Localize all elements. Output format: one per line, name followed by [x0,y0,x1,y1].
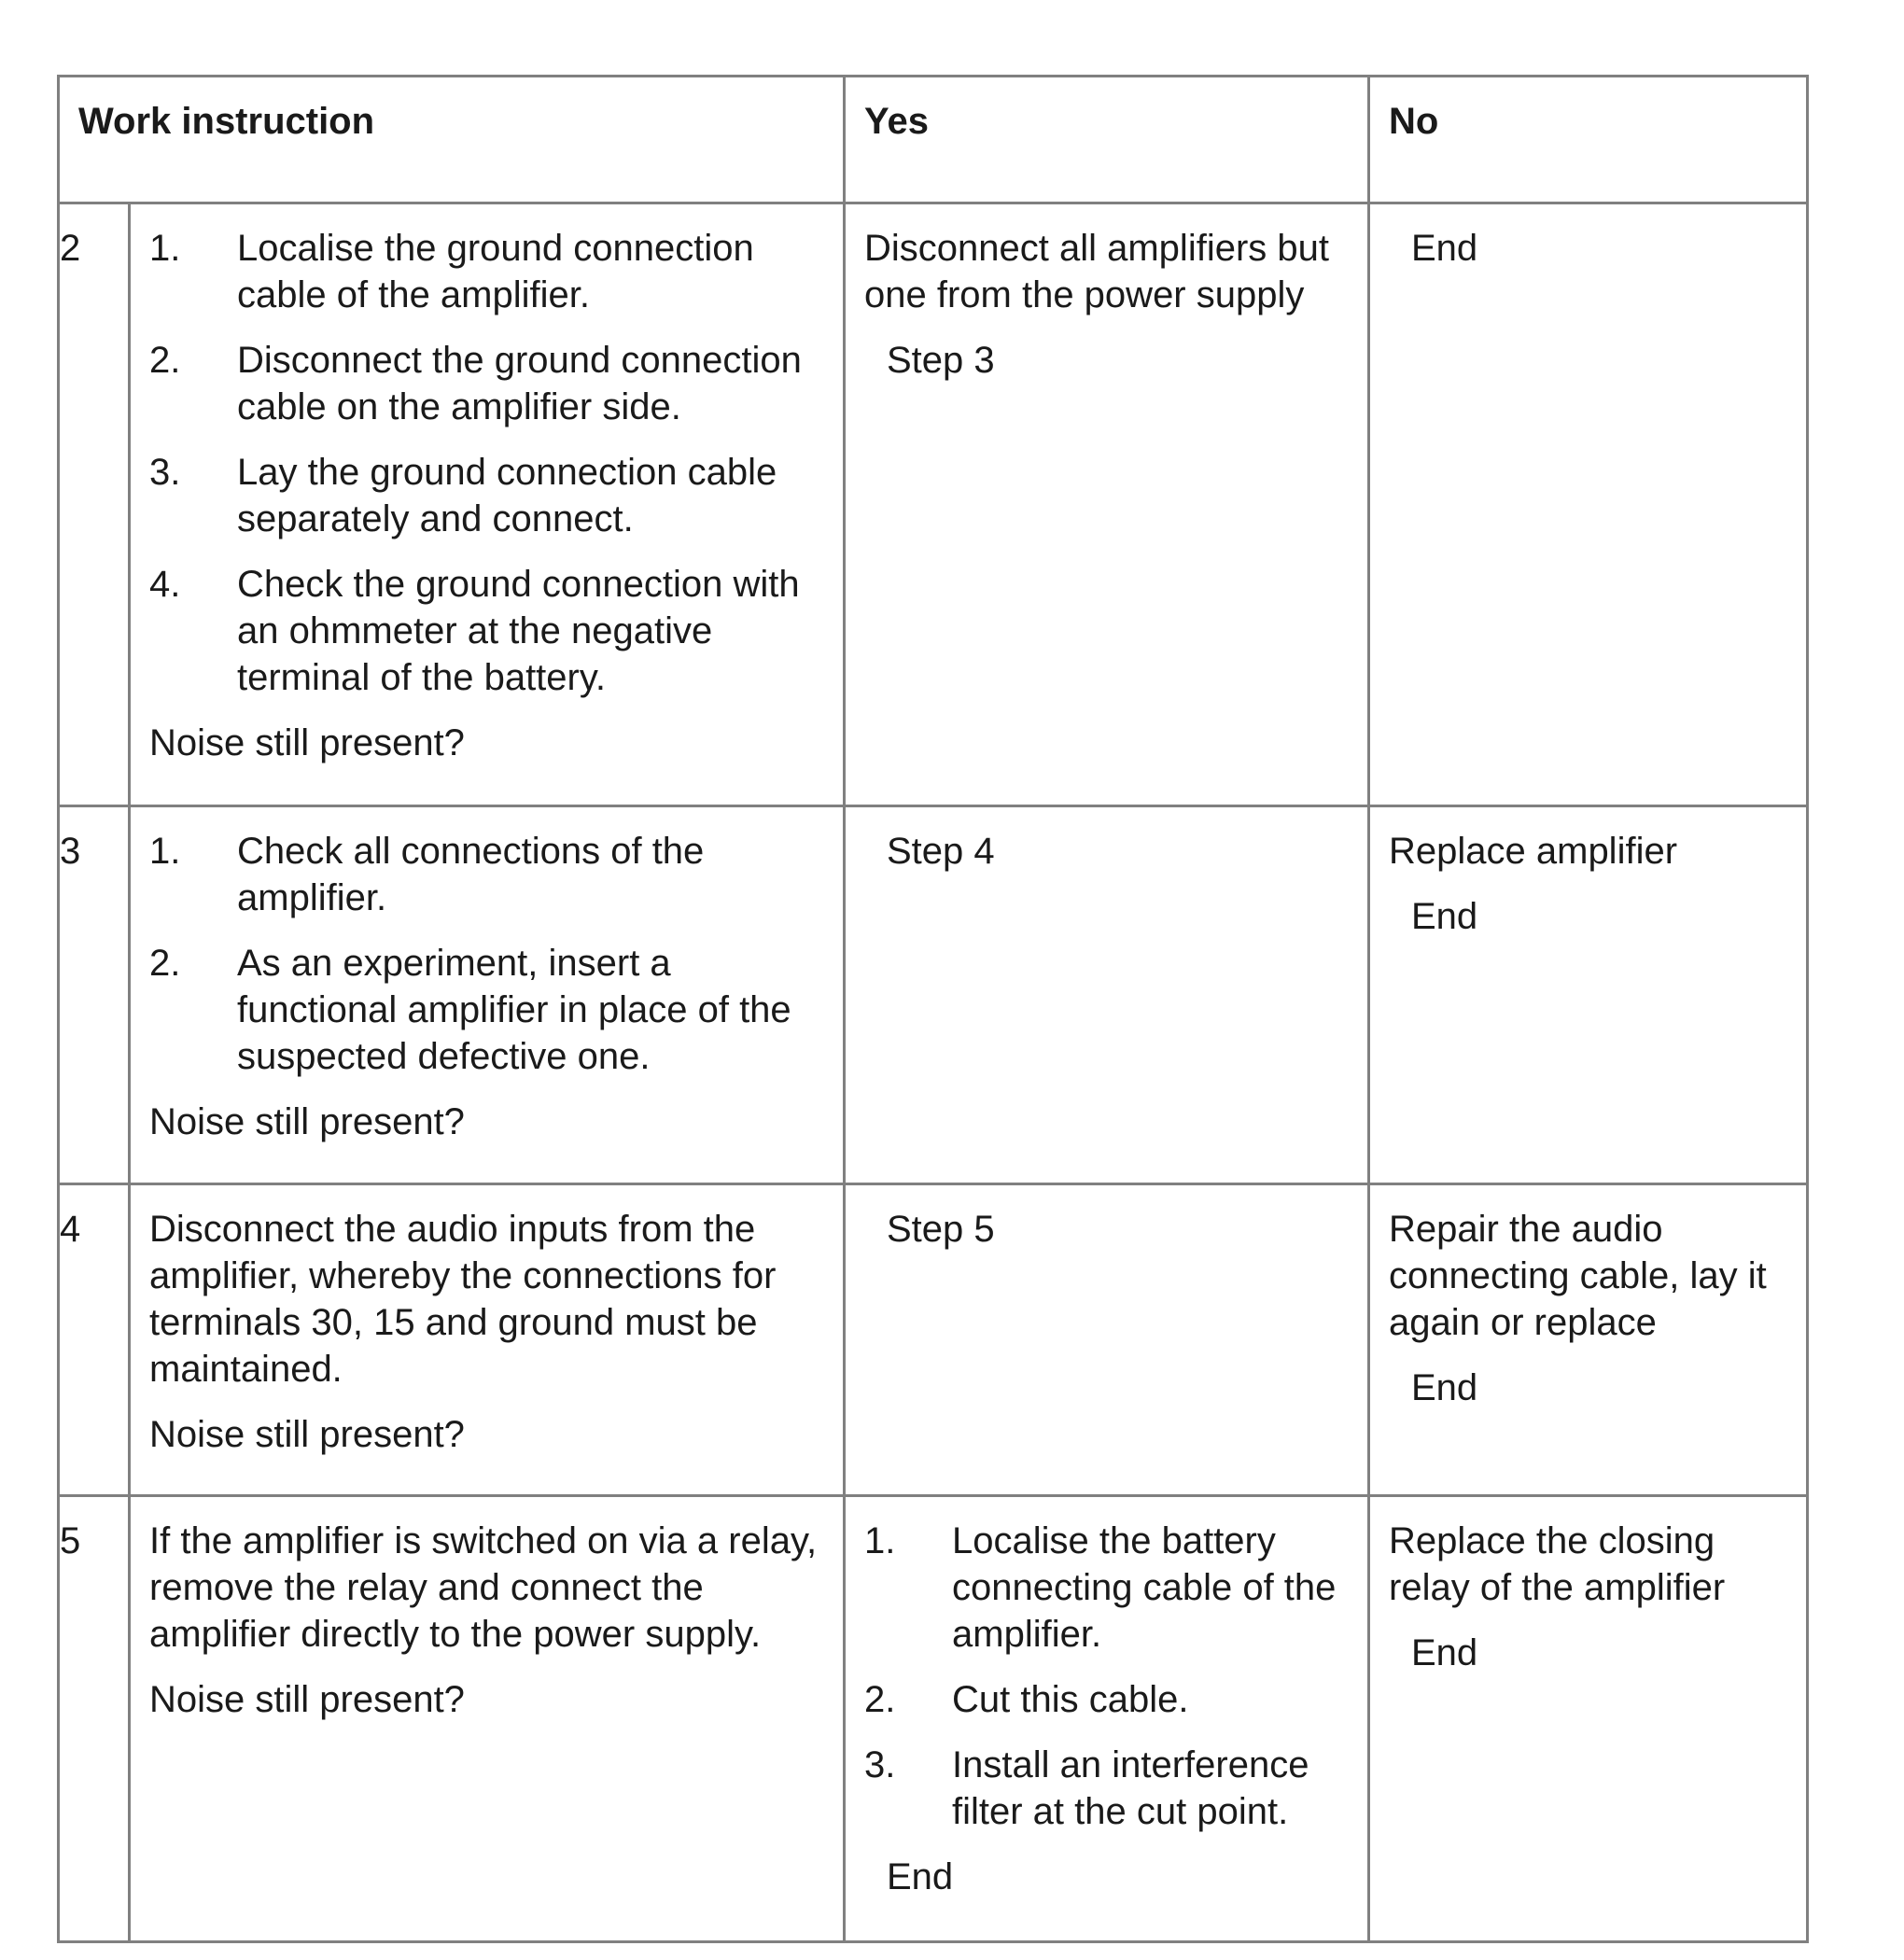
list-item [149,449,826,542]
instruction-steps [149,225,826,701]
step-number: 2. [864,1679,896,1720]
step-text: Check all connections of the amplifier. [237,831,705,918]
yes-cell [845,203,1369,806]
header-yes: Yes [845,77,1369,203]
row-number: 5 [59,1496,130,1942]
list-item [149,337,826,430]
step-text: Localise the ground connection cable of the amplifier. [237,228,754,315]
table-header-row [59,77,1808,203]
yes-steps [864,1518,1351,1835]
yes-end: End [887,1856,954,1897]
step-number: 2. [149,943,181,984]
no-end: End [1411,1632,1478,1673]
step-text: As an experiment, insert a functional amplifier in place of the suspected defective one. [237,943,791,1077]
instruction-cell [130,806,845,1184]
yes-cell [845,1496,1369,1942]
step-text: Install an interference filter at the cut point. [952,1744,1309,1832]
yes-step-reference: Step 5 [887,1209,995,1250]
question-text: Noise still present? [149,1101,465,1142]
instruction-cell [130,1184,845,1496]
yes-cell [845,806,1369,1184]
instruction-steps [149,828,826,1080]
no-end: End [1411,896,1478,937]
list-item [864,1742,1351,1835]
instruction-text: Disconnect the audio inputs from the amplifier, whereby the connections for terminals 30, 15 and ground must be maintained. [149,1209,777,1390]
instruction-cell [130,203,845,806]
step-text: Disconnect the ground connection cable on the amplifier side. [237,340,802,427]
step-text: Cut this cable. [952,1679,1189,1720]
step-number: 1. [149,831,181,872]
instruction-text: If the amplifier is switched on via a relay, remove the relay and connect the amplifier directly to the power supply. [149,1520,818,1655]
instruction-cell [130,1496,845,1942]
step-number: 2. [149,340,181,381]
header-work-instruction: Work instruction [59,77,845,203]
table-row [59,1496,1808,1942]
no-end: End [1411,1367,1478,1408]
table-row [59,806,1808,1184]
table-row [59,1184,1808,1496]
no-cell [1369,806,1808,1184]
list-item [864,1518,1351,1658]
question-text: Noise still present? [149,1679,465,1720]
yes-text: Disconnect all amplifiers but one from the power supply [864,228,1329,315]
list-item [864,1676,1351,1723]
no-cell [1369,1496,1808,1942]
step-number: 3. [864,1744,896,1785]
list-item [149,561,826,701]
yes-step-reference: Step 4 [887,831,995,872]
no-cell [1369,1184,1808,1496]
row-number: 4 [59,1184,130,1496]
row-number: 2 [59,203,130,806]
step-text: Lay the ground connection cable separately and connect. [237,452,777,539]
work-instruction-table [57,75,1809,1943]
no-text: Replace amplifier [1389,831,1678,872]
step-text: Localise the battery connecting cable of the amplifier. [952,1520,1337,1655]
yes-step-reference: Step 3 [887,340,995,381]
table-row [59,203,1808,806]
no-text: Repair the audio connecting cable, lay it again or replace [1389,1209,1767,1343]
question-text: Noise still present? [149,1414,465,1455]
step-number: 4. [149,564,181,605]
no-cell [1369,203,1808,806]
list-item [149,940,826,1080]
step-number: 1. [149,228,181,269]
step-number: 3. [149,452,181,493]
row-number: 3 [59,806,130,1184]
no-end: End [1411,228,1478,269]
step-number: 1. [864,1520,896,1561]
step-text: Check the ground connection with an ohmmeter at the negative terminal of the battery. [237,564,800,698]
list-item [149,828,826,921]
list-item [149,225,826,318]
question-text: Noise still present? [149,722,465,763]
yes-cell [845,1184,1369,1496]
no-text: Replace the closing relay of the amplifier [1389,1520,1726,1608]
header-no: No [1369,77,1808,203]
